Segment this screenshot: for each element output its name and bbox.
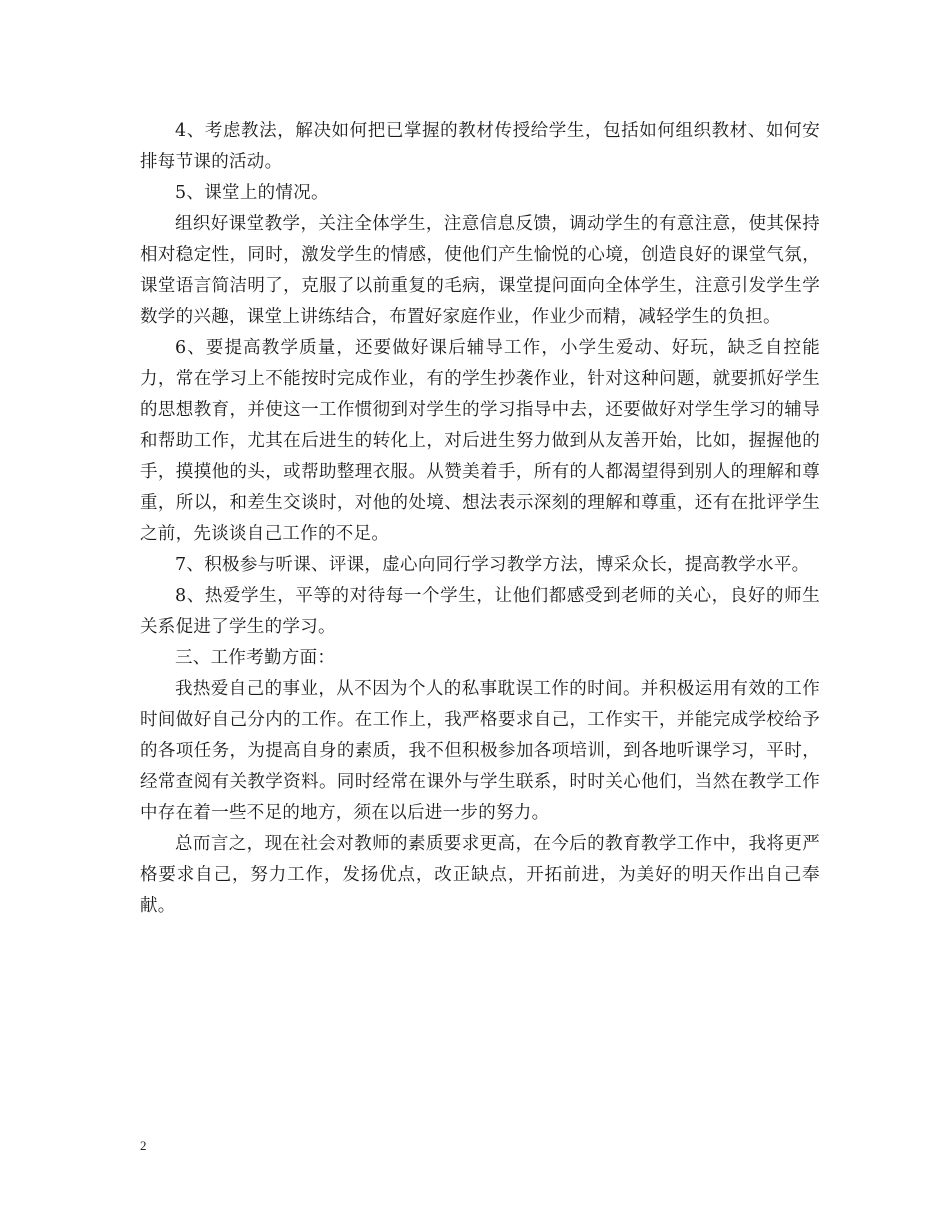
paragraph-item-6: 6、要提高教学质量，还要做好课后辅导工作，小学生爱动、好玩，缺乏自控能力，常在学习上不能按时完成作业，有的学生抄袭作业，针对这种问题，就要抓好学生的思想教育，并使这一工作惯彻到对学生的学习指导中去，还要做好对学生学习的辅导和帮助工作，尤其在后进生的转化上，对后进生努力做到从友善开始，比如，握握他的手，摸摸他的头，或帮助整理衣服。从赞美着手，所有的人都渴望得到别人的理解和尊重，所以，和差生交谈时，对他的处境、想法表示深刻的理解和尊重，还有在批评学生之前，先谈谈自己工作的不足。 — [140, 338, 820, 544]
paragraph-classroom-teaching: 组织好课堂教学，关注全体学生，注意信息反馈，调动学生的有意注意，使其保持相对稳定性，同时，激发学生的情感，使他们产生愉悦的心境，创造良好的课堂气氛，课堂语言简洁明了，克服了以前重复的毛病，课堂提问面向全体学生，注意引发学生学数学的兴趣，课堂上讲练结合，布置好家庭作业，作业少而精，减轻学生的负担。 — [140, 214, 820, 327]
page-number: 2 — [140, 1138, 147, 1153]
document-body — [140, 116, 820, 922]
paragraph-item-5-heading: 5、课堂上的情况。 — [175, 183, 329, 203]
paragraph-item-4: 4、考虑教法，解决如何把已掌握的教材传授给学生，包括如何组织教材、如何安排每节课的活动。 — [140, 121, 820, 172]
paragraph-attendance: 我热爱自己的事业，从不因为个人的私事耽误工作的时间。并积极运用有效的工作时间做好自己分内的工作。在工作上，我严格要求自己，工作实干，并能完成学校给予的各项任务，为提高自身的素质，我不但积极参加各项培训，到各地听课学习，平时，经常查阅有关教学资料。同时经常在课外与学生联系，时时关心他们，当然在教学工作中存在着一些不足的地方，须在以后进一步的努力。 — [140, 679, 820, 823]
paragraph-item-8: 8、热爱学生，平等的对待每一个学生，让他们都感受到老师的关心，良好的师生关系促进了学生的学习。 — [140, 586, 820, 637]
paragraph-conclusion: 总而言之，现在社会对教师的素质要求更高，在今后的教育教学工作中，我将更严格要求自己，努力工作，发扬优点，改正缺点，开拓前进，为美好的明天作出自己奉献。 — [140, 834, 820, 916]
section-heading-attendance: 三、工作考勤方面： — [175, 648, 336, 668]
paragraph-item-7: 7、积极参与听课、评课，虚心向同行学习教学方法，博采众长，提高教学水平。 — [175, 555, 810, 575]
